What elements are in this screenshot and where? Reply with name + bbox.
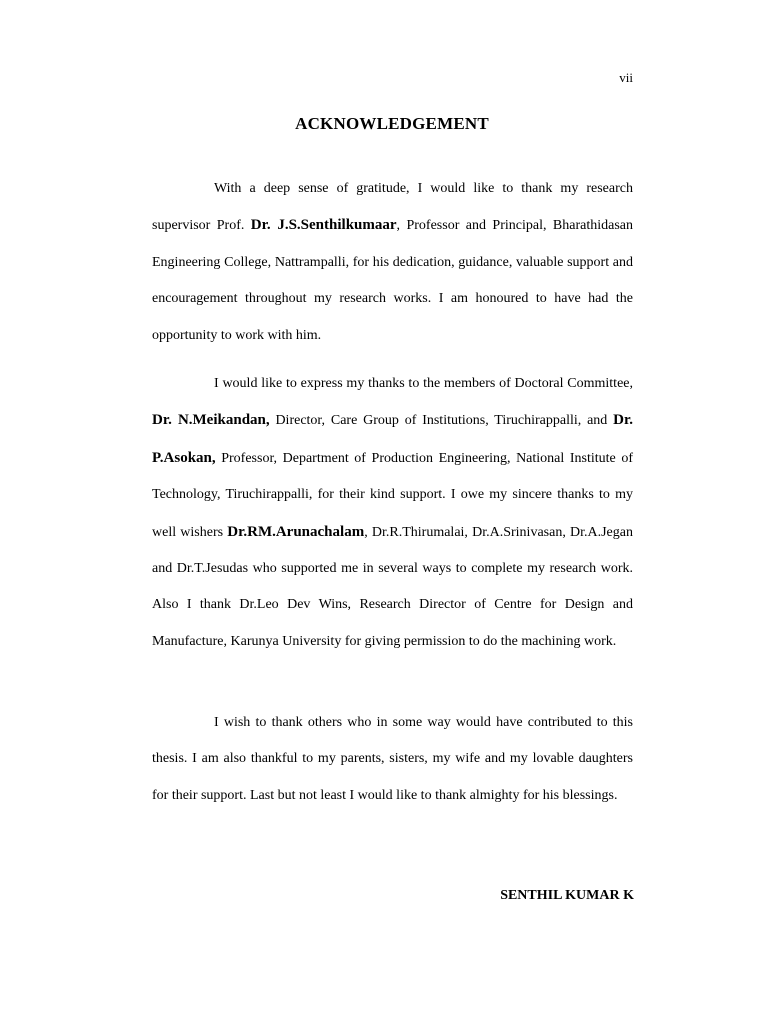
page-number: vii — [619, 70, 633, 85]
committee-member-name: Dr. N.Meikandan, — [152, 412, 270, 429]
paragraph-text: Professor, Department of Production Engineering, National Institute of Technology, Tiruchirappalli, for their kind support. I owe my sincere thanks to my well wishers — [152, 450, 633, 540]
supervisor-name: Dr. J.S.Senthilkumaar — [250, 217, 397, 234]
paragraph-text: , Dr.R.Thirumalai, Dr.A.Srinivasan, Dr.A.Jegan and Dr.T.Jesudas who supported me in several ways to complete my research work. Also I thank Dr.Leo Dev Wins, Research Director of Centre for Design and Manufacture, Karunya University for giving permission to do the machining work. — [152, 524, 633, 649]
committee-member-name: Dr. P.Asokan, — [152, 412, 633, 466]
paragraph-text: I would like to express my thanks to the members of Doctoral Committee, — [214, 376, 633, 391]
well-wisher-name: Dr.RM.Arunachalam — [227, 523, 365, 540]
paragraph-family — [152, 705, 633, 814]
paragraph-committee — [152, 366, 633, 660]
page-title: ACKNOWLEDGEMENT — [295, 114, 489, 133]
paragraph-text: With a deep sense of gratitude, I would like to thank my research supervisor Prof. — [152, 181, 633, 234]
paragraph-supervisor — [152, 171, 633, 354]
paragraph-text: , Professor and Principal, Bharathidasan Engineering College, Nattrampalli, for his dedication, guidance, valuable support and encouragement throughout my research works. I am honoured to have had the opportunity to work with him. — [152, 218, 633, 343]
paragraph-text: Director, Care Group of Institutions, Tiruchirappalli, and — [269, 413, 614, 429]
paragraph-text: I wish to thank others who in some way would have contributed to this thesis. I am also thankful to my parents, sisters, my wife and my lovable daughters for their support. Last but not least I would like to thank almighty for his blessings. — [152, 715, 633, 803]
author-signature: SENTHIL KUMAR K — [500, 888, 634, 903]
